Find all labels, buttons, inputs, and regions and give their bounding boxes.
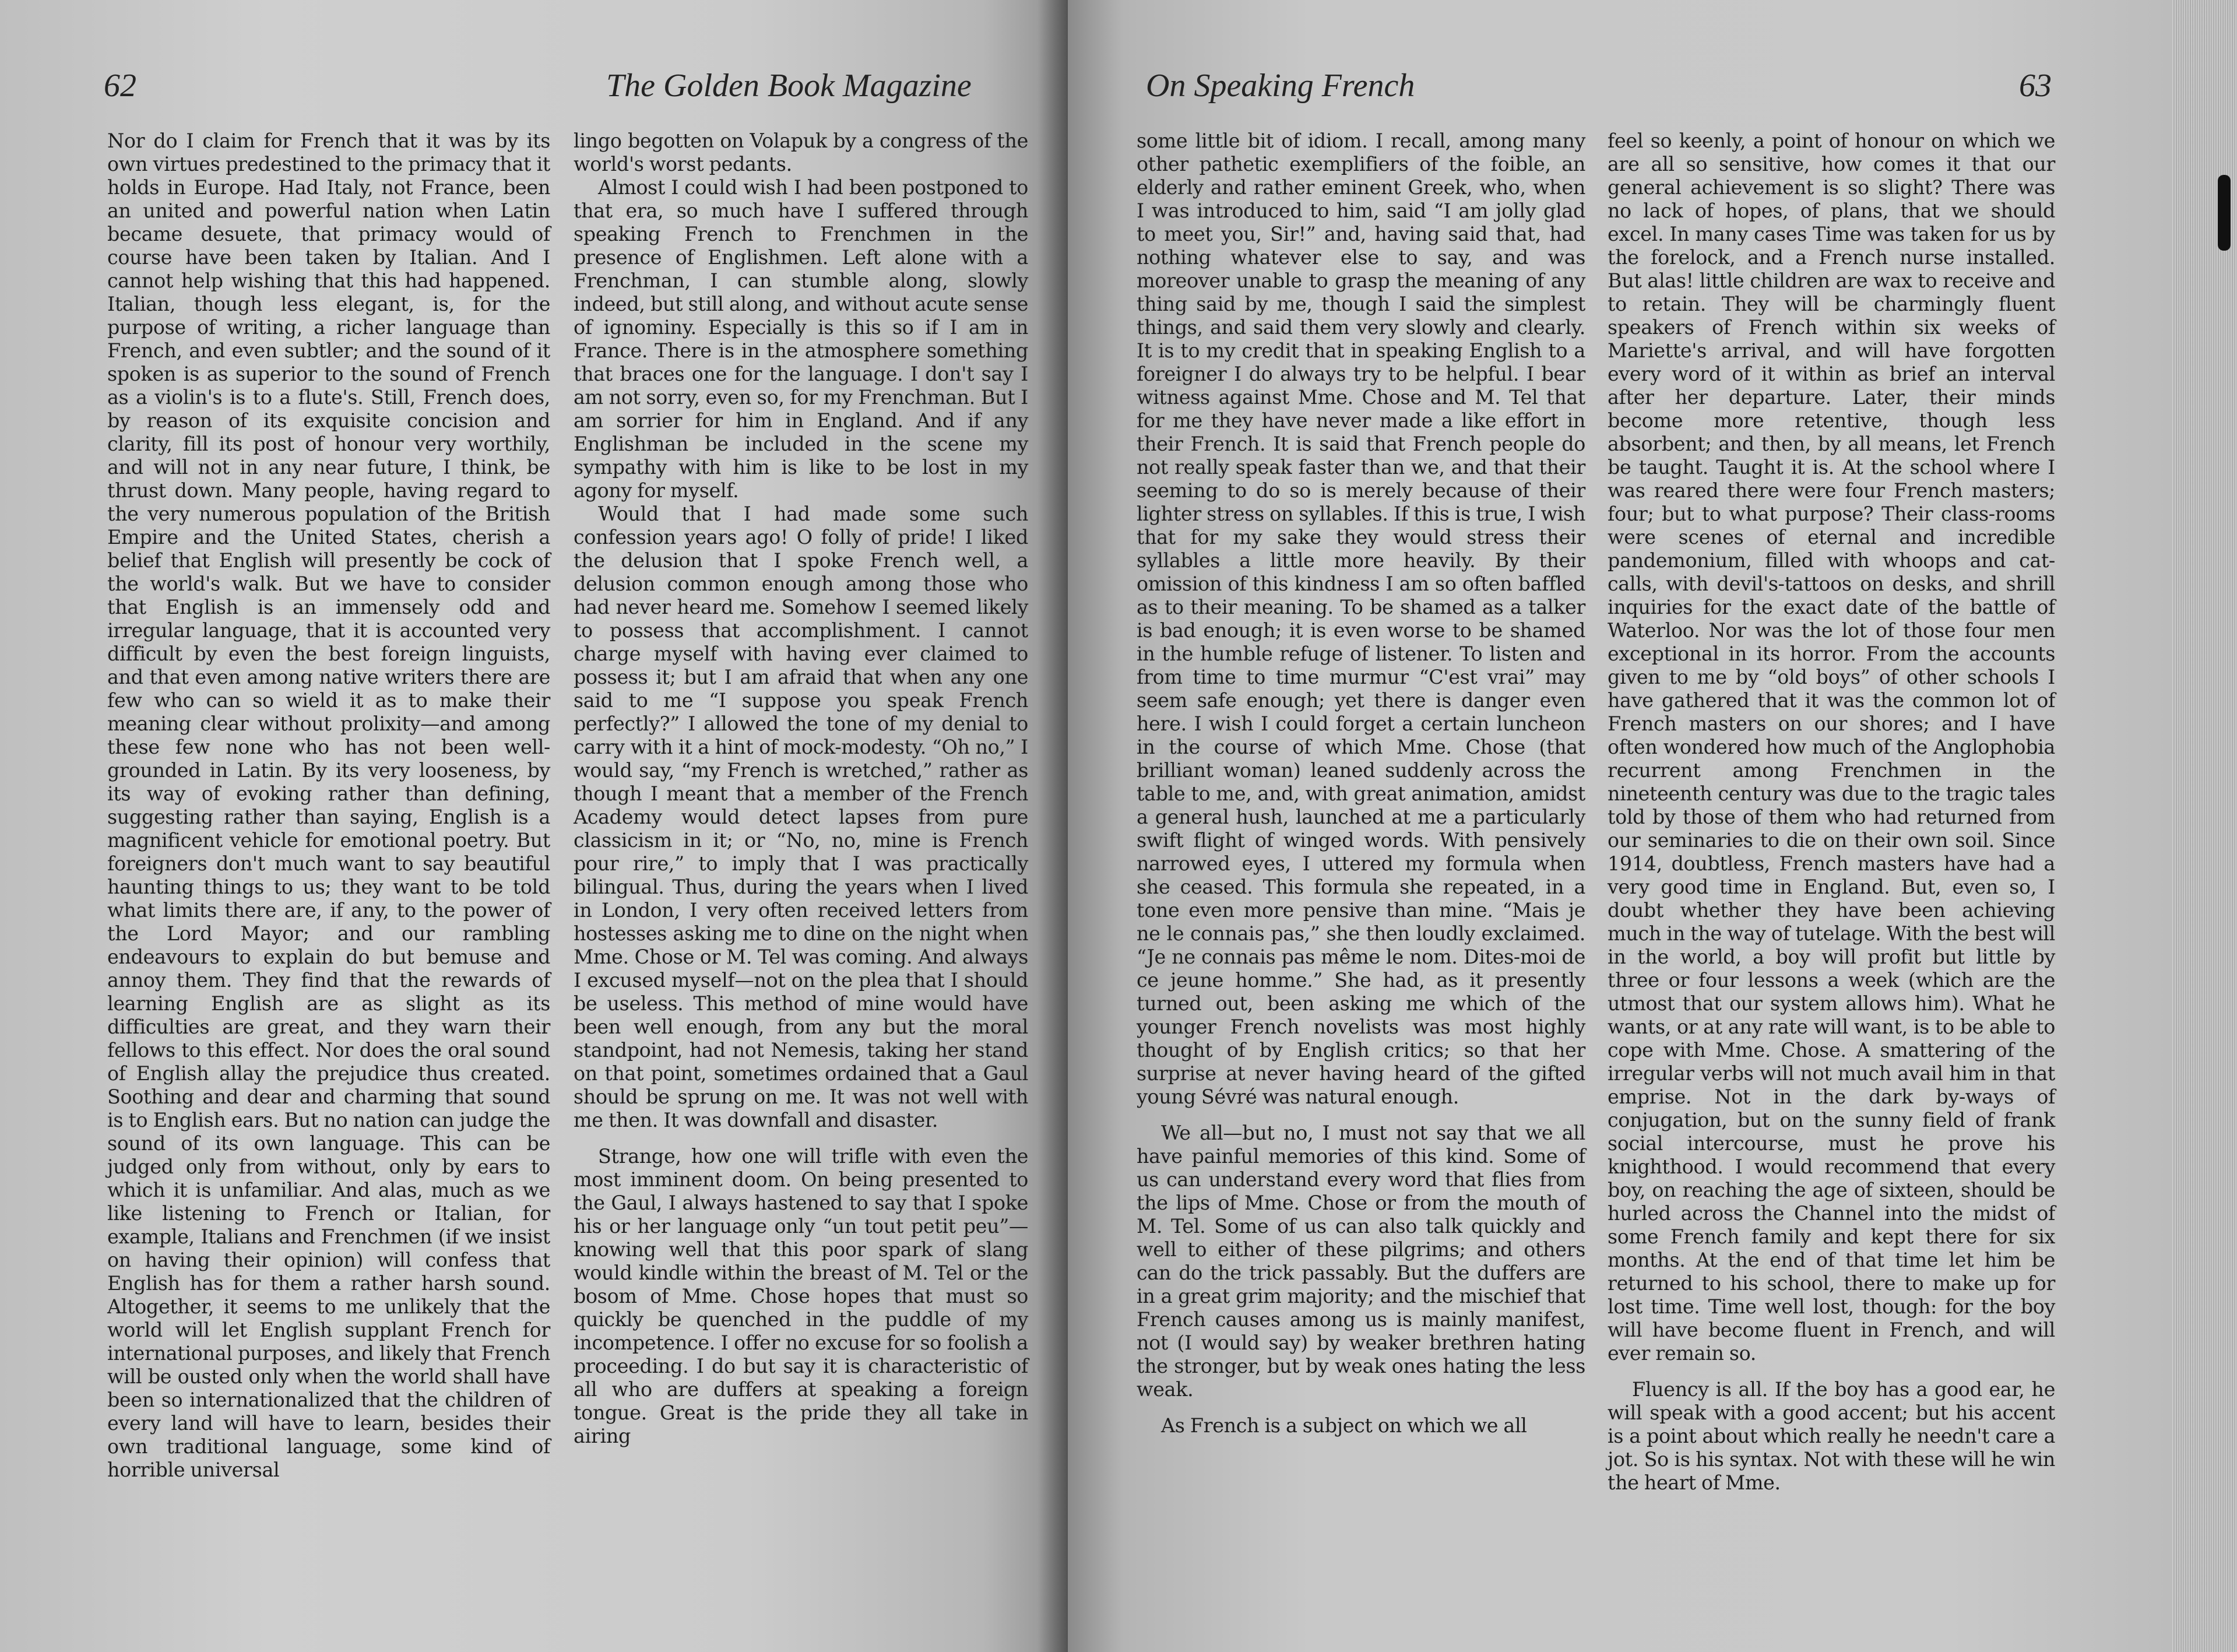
paragraph: Almost I could wish I had been postponed to that era, so much have I suffered through speaking French to Frenchmen in the presence of Englishmen. Left alone with a Frenchman, I can stumble along, slowly indeed, but still along, and without acute sense of ignominy. Especially is this so if I am in France. There is in the atmosphere something that braces one for the language. I don't say I am not sorry, even so, for my Frenchman. But I am sorrier for him in England. And if any Englishman be included in the scene my sympathy with him is like to be lost in my agony for myself.: [574, 176, 1028, 502]
running-head-right: On Speaking French: [1146, 68, 1415, 104]
left-page-column-2: [574, 129, 1028, 1448]
paragraph: As French is a subject on which we all: [1161, 1414, 1527, 1437]
left-page: [0, 0, 1068, 1652]
right-page-column-1: [1137, 129, 1585, 1437]
paragraph: Strange, how one will trifle with even the most imminent doom. On being presented to the Gaul, I always hastened to say that I spoke his or her language only “un tout petit peu”—knowing well that this poor spark of slang would kindle within the breast of M. Tel or the bosom of Mme. Chose hopes that must so quickly be quenched in the puddle of my incompetence. I offer no excuse for so foolish a proceeding. I do but say it is characteristic of all who are duffers at speaking a foreign tongue. Great is the pride they all take in airing: [574, 1145, 1028, 1447]
left-page-column-1: [107, 129, 550, 1482]
paragraph: Nor do I claim for French that it was by its own virtues predestined to the primacy that it holds in Europe. Had Italy, not France, been an united and powerful nation when Latin became desuete, that primacy would of course have been taken by Italian. And I cannot help wishing that this had happened. Italian, though less elegant, is, for the purpose of writing, a richer language than French, and even subtler; and the sound of it spoken is as superior to the sound of French as a violin's is to a flute's. Still, French does, by reason of its exquisite concision and clarity, fill its post of honour very worthily, and will not in any near future, I think, be thrust down. Many people, having regard to the very numerous population of the British Empire and the United States, cherish a belief that English will presently be cock of the world's walk. But we have to consider that English is an immensely odd and irregular language, that it is accounted very difficult by even the best foreign linguists, and that even among native writers there are few who can so wield it as to make their meaning clear without prolixity—and among these few none who has not been well-grounded in Latin. By its very looseness, by its way of evoking rather than defining, suggesting rather than saying, English is a magnificent vehicle for emotional poetry. But foreigners don't much want to say beautiful haunting things to us; they want to be told what limits there are, if any, to the power of the Lord Mayor; and our rambling endeavours to explain do but bemuse and annoy them. They find that the rewards of learning English are as slight as its difficulties are great, and they warn their fellows to this effect. Nor does the oral sound of English allay the prejudice thus created. Soothing and dear and charming that sound is to English ears. But no nation can judge the sound of its own language. This can be judged only from without, only by ears to which it is unfamiliar. And alas, much as we like listening to French or Italian, for example, Italians and Frenchmen (if we insist on having their opinion) will confess that English has for them a rather harsh sound. Altogether, it seems to me unlikely that the world will let English supplant French for international purposes, and likely that French will be ousted only when the world shall have been so internationalized that the children of every land will have to learn, besides their own traditional language, some kind of horrible universal: [107, 129, 550, 1481]
page-number-right: 63: [2019, 68, 2052, 104]
paragraph: lingo begotten on Volapuk by a congress of the world's worst pedants.: [574, 129, 1028, 175]
page-number-left: 62: [104, 68, 136, 104]
paragraph: some little bit of idiom. I recall, among many other pathetic exemplifiers of the foible, an elderly and rather eminent Greek, who, when I was introduced to him, said “I am jolly glad to meet you, Sir!” and, having said that, had nothing whatever else to say, and was moreover unable to grasp the meaning of any thing said by me, though I said the simplest things, and said them very slowly and clearly. It is to my credit that in speaking English to a foreigner I do always try to be helpful. I bear witness against Mme. Chose and M. Tel that for me they have never made a like effort in their French. It is said that French people do not really speak faster than we, and that their seeming to do so is merely because of their lighter stress on syllables. If this is true, I wish that for my sake they would stress their syllables a little more heavily. By their omission of this kindness I am so often baffled as to their meaning. To be shamed as a talker is bad enough; it is even worse to be shamed in the humble refuge of listener. To listen and from time to time murmur “C'est vrai” may seem safe enough; yet there is danger even here. I wish I could forget a certain luncheon in the course of which Mme. Chose (that brilliant woman) leaned suddenly across the table to me, and, with great animation, amidst a general hush, launched at me a particularly swift flight of winged words. With pensively narrowed eyes, I uttered my formula when she ceased. This formula she repeated, in a tone even more pensive than mine. “Mais je ne le connais pas,” she then loudly exclaimed. “Je ne connais pas même le nom. Dites-moi de ce jeune homme.” She had, as it presently turned out, been asking me which of the younger French novelists was most highly thought of by English critics; so that her surprise at never having heard of the gifted young Sévré was natural enough.: [1137, 129, 1585, 1108]
paragraph: Fluency is all. If the boy has a good ear, he will speak with a good accent; but his accent is a point about which really he needn't care a jot. So is his syntax. Not with these will he win the heart of Mme.: [1608, 1378, 2055, 1494]
running-head-left: The Golden Book Magazine: [606, 68, 972, 104]
thumb-index-mark: [2218, 175, 2231, 251]
right-page: [1068, 0, 2172, 1652]
paragraph: We all—but no, I must not say that we all have painful memories of this kind. Some of us can understand every word that flies from the lips of Mme. Chose or from the mouth of M. Tel. Some of us can also talk quickly and well to either of these pilgrims; and others can do the trick passably. But the duffers are in a great grim majority; and the mischief that French causes among us is mainly manifest, not (I would say) by weaker brethren hating the stronger, but by weak ones hating the less weak.: [1137, 1122, 1585, 1401]
paragraph: Would that I had made some such confession years ago! O folly of pride! I liked the delusion that I spoke French well, a delusion common enough among those who had never heard me. Somehow I seemed likely to possess that accomplishment. I cannot charge myself with having ever claimed to possess it; but I am afraid that when any one said to me “I suppose you speak French perfectly?” I allowed the tone of my denial to carry with it a hint of mock-modesty. “Oh no,” I would say, “my French is wretched,” rather as though I meant that a member of the French Academy would detect lapses from pure classicism in it; or “No, no, mine is French pour rire,” to imply that I was practically bilingual. Thus, during the years when I lived in London, I very often received letters from hostesses asking me to dine on the night when Mme. Chose or M. Tel was coming. And always I excused myself—not on the plea that I should be useless. This method of mine would have been well enough, from any but the moral standpoint, had not Nemesis, taking her stand on that point, sometimes ordained that a Gaul should be sprung on me. It was not well with me then. It was downfall and disaster.: [574, 502, 1028, 1131]
paragraph: feel so keenly, a point of honour on which we are all so sensitive, how comes it that our general achievement is so slight? There was no lack of hopes, of plans, that we should excel. In many cases Time was taken for us by the forelock, and a French nurse installed. But alas! little children are wax to receive and to retain. They will be charmingly fluent speakers of French within six weeks of Mariette's arrival, and will have forgotten every word of it within as brief an interval after her departure. Later, their minds become more retentive, though less absorbent; and then, by all means, let French be taught. Taught it is. At the school where I was reared there were four French masters; four; but to what purpose? Their class-rooms were scenes of eternal and incredible pandemonium, filled with whoops and cat-calls, with devil's-tattoos on desks, and shrill inquiries for the exact date of the battle of Waterloo. Nor was the lot of those four men exceptional in its horror. From the accounts given to me by “old boys” of other schools I have gathered that it was the common lot of French masters on our shores; and I have often wondered how much of the Anglophobia recurrent among Frenchmen in the nineteenth century was due to the tragic tales told by those of them who had returned from our seminaries to die on their own soil. Since 1914, doubtless, French masters have had a very good time in England. But, even so, I doubt whether they have been achieving much in the way of tutelage. With the best will in the world, a boy will profit but little by three or four lessons a week (which are the utmost that our system allows him). What he wants, or at any rate will want, is to be able to cope with Mme. Chose. A smattering of the irregular verbs will not much avail him in that emprise. Not in the dark by-ways of conjugation, but on the sunny field of frank social intercourse, must he prove his knighthood. I would recommend that every boy, on reaching the age of sixteen, should be hurled across the Channel into the midst of some French family and kept there for six months. At the end of that time let him be returned to his school, there to make up for lost time. Time well lost, though: for the boy will have become fluent in French, and will ever remain so.: [1608, 129, 2055, 1365]
right-page-column-2: [1608, 129, 2055, 1495]
